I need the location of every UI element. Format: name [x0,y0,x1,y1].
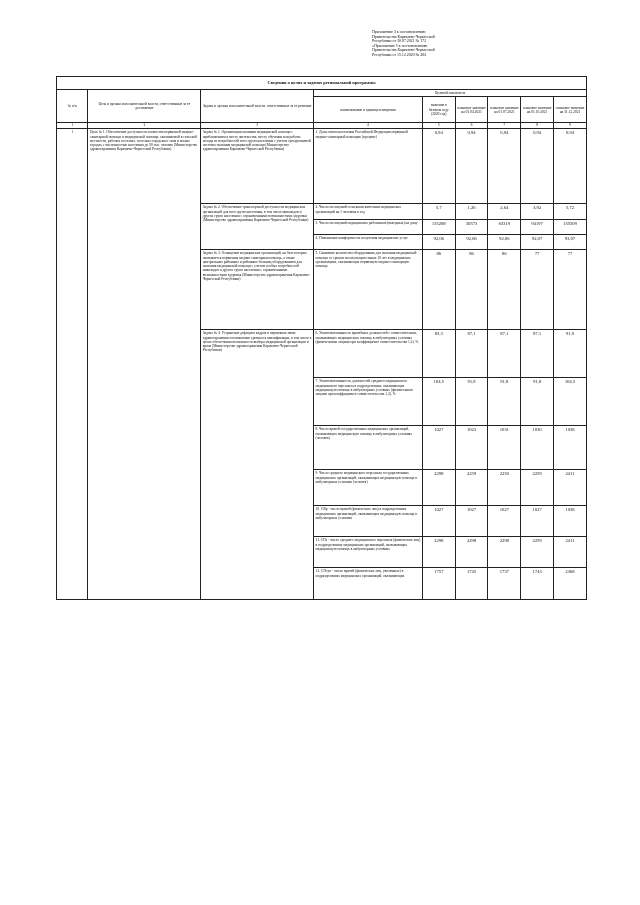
task-cell: Задача № 3. Оснащение медицинских организаций, на базе которых оказывается первичная медико-санитарная помощь, а также центральных районных и районных больниц оборудованием для оказания медицинской помощи с учетом особых потребностей инвалидов и других групп населения с ограниченными возможностями здоровья (Министерство здравоохранения Карачаево-Черкесской Республики) [201,250,314,330]
indicator-d3: 77 [521,250,554,330]
header-task: Задачи и органы исполнительной власти, ответственные за ее решение [201,90,314,123]
header-d2: плановое значение на 01.07.2021 [488,97,521,123]
indicator-base: 1027 [422,426,455,470]
indicator-d1: 92,06 [455,235,488,250]
appendix-line: Приложение 3 к постановлению [372,30,426,34]
header-num: № п/п [57,90,88,123]
col-number: 9 [554,123,587,129]
indicator-d2: 1031 [488,426,521,470]
table-title: Сведения о целях и задачах региональной программы [57,77,587,90]
indicator-d2: 2298 [488,537,521,568]
indicator-d3: 3,92 [521,204,554,220]
col-number: 6 [455,123,488,129]
col-number: 5 [422,123,455,129]
indicator-base: 0,94 [422,129,455,204]
indicator-d4: 0,94 [554,129,587,204]
row-number: 1 [57,129,88,600]
col-number: 4 [314,123,423,129]
indicator-d1: 1,26 [455,204,488,220]
indicator-d2: 63319 [488,220,521,235]
indicator-d3: 87,1 [521,330,554,378]
indicator-d3: 2259 [521,470,554,506]
indicator-d1: 30573 [455,220,488,235]
goals-table [56,76,587,600]
indicator-d3: 92,07 [521,235,554,250]
table-row [57,129,587,204]
indicator-d3: 1027 [521,506,554,537]
indicator-name: 1. Доля охвата населения Российской Федерации первичной медико-санитарной помощью (процент) [314,129,423,204]
indicator-base: 86 [422,250,455,330]
indicator-d3: 1743 [521,568,554,600]
task-cell: Задача № 2. Обеспечение транспортной доступности медицинских организаций для всех групп населения, в том числе инвалидов и других групп населения с ограниченными возможностями здоровья (Министерство здравоохранения Карачаево-Черкесской Республики) [201,204,314,250]
header-d1: плановое значение на 01.04.2021 [455,97,488,123]
indicator-d4: 77 [554,250,587,330]
indicator-d3: 91,8 [521,378,554,426]
indicator-d2: 2250 [488,470,521,506]
indicator-name: 3. Число посещений медицинских работников (выездных) на дому [314,220,423,235]
appendix-line: Правительства Карачаево-Черкесской [372,48,435,53]
col-number: 8 [521,123,554,129]
task-cell: Задача № 4. Устранение дефицита кадров в первичном звене здравоохранения и повышение уровня их квалификации, в том числе в целях обеспечения возможности выбора медицинской организации и врача (Министерство здравоохранения Карачаево-Черкесской Республики) [201,330,314,600]
indicator-d4: 93,07 [554,235,587,250]
indicator-name: 2. Число посещений сельскими жителями медицинских организаций на 1 человека в год [314,204,423,220]
indicator-d4: 91,9 [554,330,587,378]
indicator-d2: 92,06 [488,235,521,250]
indicator-base: 83,3 [422,330,455,378]
appendix-line: «Приложение 5 к постановлению [372,43,428,48]
indicator-base: 2298 [422,470,455,506]
indicator-d2: 86 [488,250,521,330]
indicator-d1: 86 [455,250,488,330]
indicator-d1: 1023 [455,426,488,470]
indicator-d2: 2,64 [488,204,521,220]
indicator-d1: 1745 [455,568,488,600]
indicator-d4: 1038 [554,506,587,537]
indicator-d1: 91,8 [455,378,488,426]
goal-cell: Цель № 1. Обеспечение доступности и качества первичной медико-санитарной помощи и медицинской помощи, оказываемой в сельской местности, рабочих поселках, поселках городского типа и малых городах с численностью населения до 50 тыс. человек (Министерство здравоохранения Карачаево-Черкесской Республики) [88,129,201,600]
indicator-d1: 2259 [455,470,488,506]
indicator-name: 9. Число среднего медицинского персонала государственных медицинских организаций, оказывающих медицинскую помощь в амбулаторных условиях (человек) [314,470,423,506]
appendix-note [372,30,482,58]
indicator-d2: 87,1 [488,330,521,378]
indicator-base: 104,5 [422,378,455,426]
header-indicator: наименование и единица измерения [314,97,423,123]
indicator-base: 92,06 [422,235,455,250]
header-base: значение в базовом году (2020 год) [422,97,455,123]
indicator-base: 1757 [422,568,455,600]
indicator-d2: 1027 [488,506,521,537]
indicator-base: 2298 [422,537,455,568]
indicator-d2: 0,94 [488,129,521,204]
indicator-base: 1027 [422,506,455,537]
indicator-d1: 1027 [455,506,488,537]
col-number: 7 [488,123,521,129]
indicator-d4: 2411 [554,470,587,506]
indicator-d4: 1038 [554,426,587,470]
indicator-d4: 104,5 [554,378,587,426]
col-number: 3 [201,123,314,129]
indicator-d4: 2411 [554,537,587,568]
indicator-name: 8. Число врачей государственных медицинских организаций, оказывающих медицинскую помощь в амбулаторных условиях (человек) [314,426,423,470]
col-number: 2 [88,123,201,129]
indicator-name: 4. Повышение комфортности получения медицинских услуг [314,235,423,250]
appendix-line: Республики от 30.07.2021 № 172 [372,39,427,44]
indicator-d2: 91,8 [488,378,521,426]
indicator-d3: 2259 [521,537,554,568]
appendix-line: Республики от 15.12.2020 № 284 [372,52,427,57]
indicator-d3: 1030 [521,426,554,470]
header-d3: плановое значение на 01.10.2021 [521,97,554,123]
header-target: Целевой показатель [314,90,587,97]
indicator-d1: 0,94 [455,129,488,204]
header-d4: плановое значение на 31.12.2021 [554,97,587,123]
appendix-line: Правительства Карачаево-Черкесской [372,34,435,39]
indicator-d3: 0,94 [521,129,554,204]
indicator-d4: 5,72 [554,204,587,220]
indicator-base: 5,7 [422,204,455,220]
indicator-d4: 135509 [554,220,587,235]
col-number: 1 [57,123,88,129]
indicator-name: 7. Укомплектованность должностей среднего медицинского медицинского персонала в подразделениях, оказывающих медицинскую помощь в амбулаторных условиях (физическими лицами при коэффициенте совместительства 1,2), % [314,378,423,426]
indicator-name: 11. CПз - число среднего медицинского персонала (физических лиц) в подразделениях медицинских организаций, оказывающих медицинскую помощь в амбулаторных условиях [314,537,423,568]
indicator-d1: 2298 [455,537,488,568]
indicator-d4: 2368 [554,568,587,600]
indicator-d2: 1737 [488,568,521,600]
indicator-name: 10. CВр - число врачей (физических лиц) в подразделениях медицинских организаций, оказывающих медицинскую помощь в амбулаторных условиях [314,506,423,537]
indicator-d3: 94197 [521,220,554,235]
indicator-name: 5. Снижение количества оборудования для оказания медицинской помощи со сроком эксплуатации свыше 10 лет в медицинских организациях, оказывающих первичную медико-санитарную помощь [314,250,423,330]
header-goal: Цель и органы исполнительной власти, ответственные за ее достижение [88,90,201,123]
task-cell: Задача № 1. Организация оказания медицинской помощи с приближением к месту жительства, месту обучения или работы исходя из потребностей всех групп населения с учетом трехуровневой системы оказания медицинской помощи (Министерство здравоохранения Карачаево-Черкесской Республики) [201,129,314,204]
indicator-base: 135288 [422,220,455,235]
indicator-d1: 87,1 [455,330,488,378]
indicator-name: 6. Укомплектованность врачебных должностей с совместителями, оказывающих медицинскую помощь в амбулаторных условиях (физическими лицами при коэффициенте совместительства 1,2), % [314,330,423,378]
indicator-name: 12. CПсуп - число врачей (физических лиц, уволенных) в подразделениях медицинских организаций, оказывающих [314,568,423,600]
